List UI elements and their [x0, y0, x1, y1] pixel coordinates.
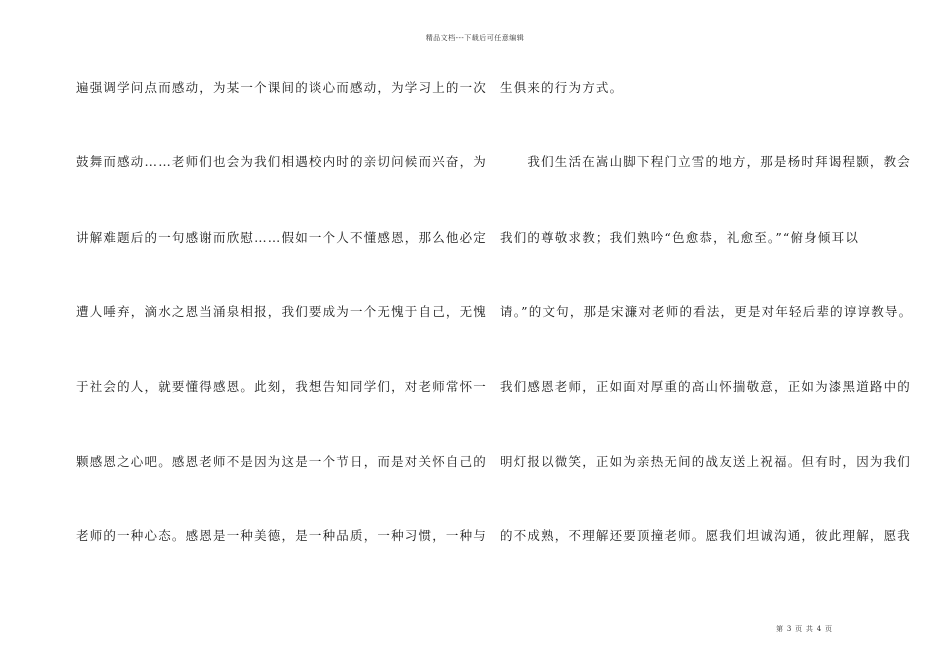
- paragraph-line: 老师的一种心态。感恩是一种美德，是一种品质，一种习惯，一种与: [76, 528, 488, 543]
- paragraph-line: 我们生活在嵩山脚下程门立雪的地方，那是杨时拜谒程颢，教会: [500, 154, 912, 169]
- paragraph-line: 我们感恩老师，正如面对厚重的高山怀揣敬意，正如为漆黑道路中的: [500, 379, 912, 394]
- paragraph-line: 遍强调学问点而感动，为某一个课间的谈心而感动，为学习上的一次: [76, 80, 488, 95]
- page-header: 精品文档---下载后可任意编辑: [425, 34, 525, 42]
- paragraph-line: 请。”的文句，那是宋濂对老师的看法，更是对年轻后辈的谆谆教导。: [500, 304, 913, 319]
- paragraph-line: 鼓舞而感动……老师们也会为我们相遇校内时的亲切问候而兴奋，为: [76, 154, 488, 169]
- paragraph-line: 于社会的人，就要懂得感恩。此刻，我想告知同学们，对老师常怀一: [76, 379, 488, 394]
- paragraph-line: 我们的尊敬求教；我们熟吟“色愈恭，礼愈至。”“俯身倾耳以: [500, 230, 860, 245]
- page-number-footer: 第 3 页 共 4 页: [776, 625, 833, 633]
- paragraph-line: 的不成熟，不理解还要顶撞老师。愿我们坦诚沟通，彼此理解，愿我: [500, 528, 912, 543]
- paragraph-line: 遭人唾弃，滴水之恩当涌泉相报，我们要成为一个无愧于自己，无愧: [76, 304, 488, 319]
- paragraph-line: 明灯报以微笑，正如为亲热无间的战友送上祝福。但有时，因为我们: [500, 454, 912, 469]
- paragraph-line: 生俱来的行为方式。: [500, 80, 624, 95]
- paragraph-line: 颗感恩之心吧。感恩老师不是因为这是一个节日，而是对关怀自己的: [76, 454, 488, 469]
- paragraph-line: 讲解难题后的一句感谢而欣慰……假如一个人不懂感恩，那么他必定: [76, 230, 488, 245]
